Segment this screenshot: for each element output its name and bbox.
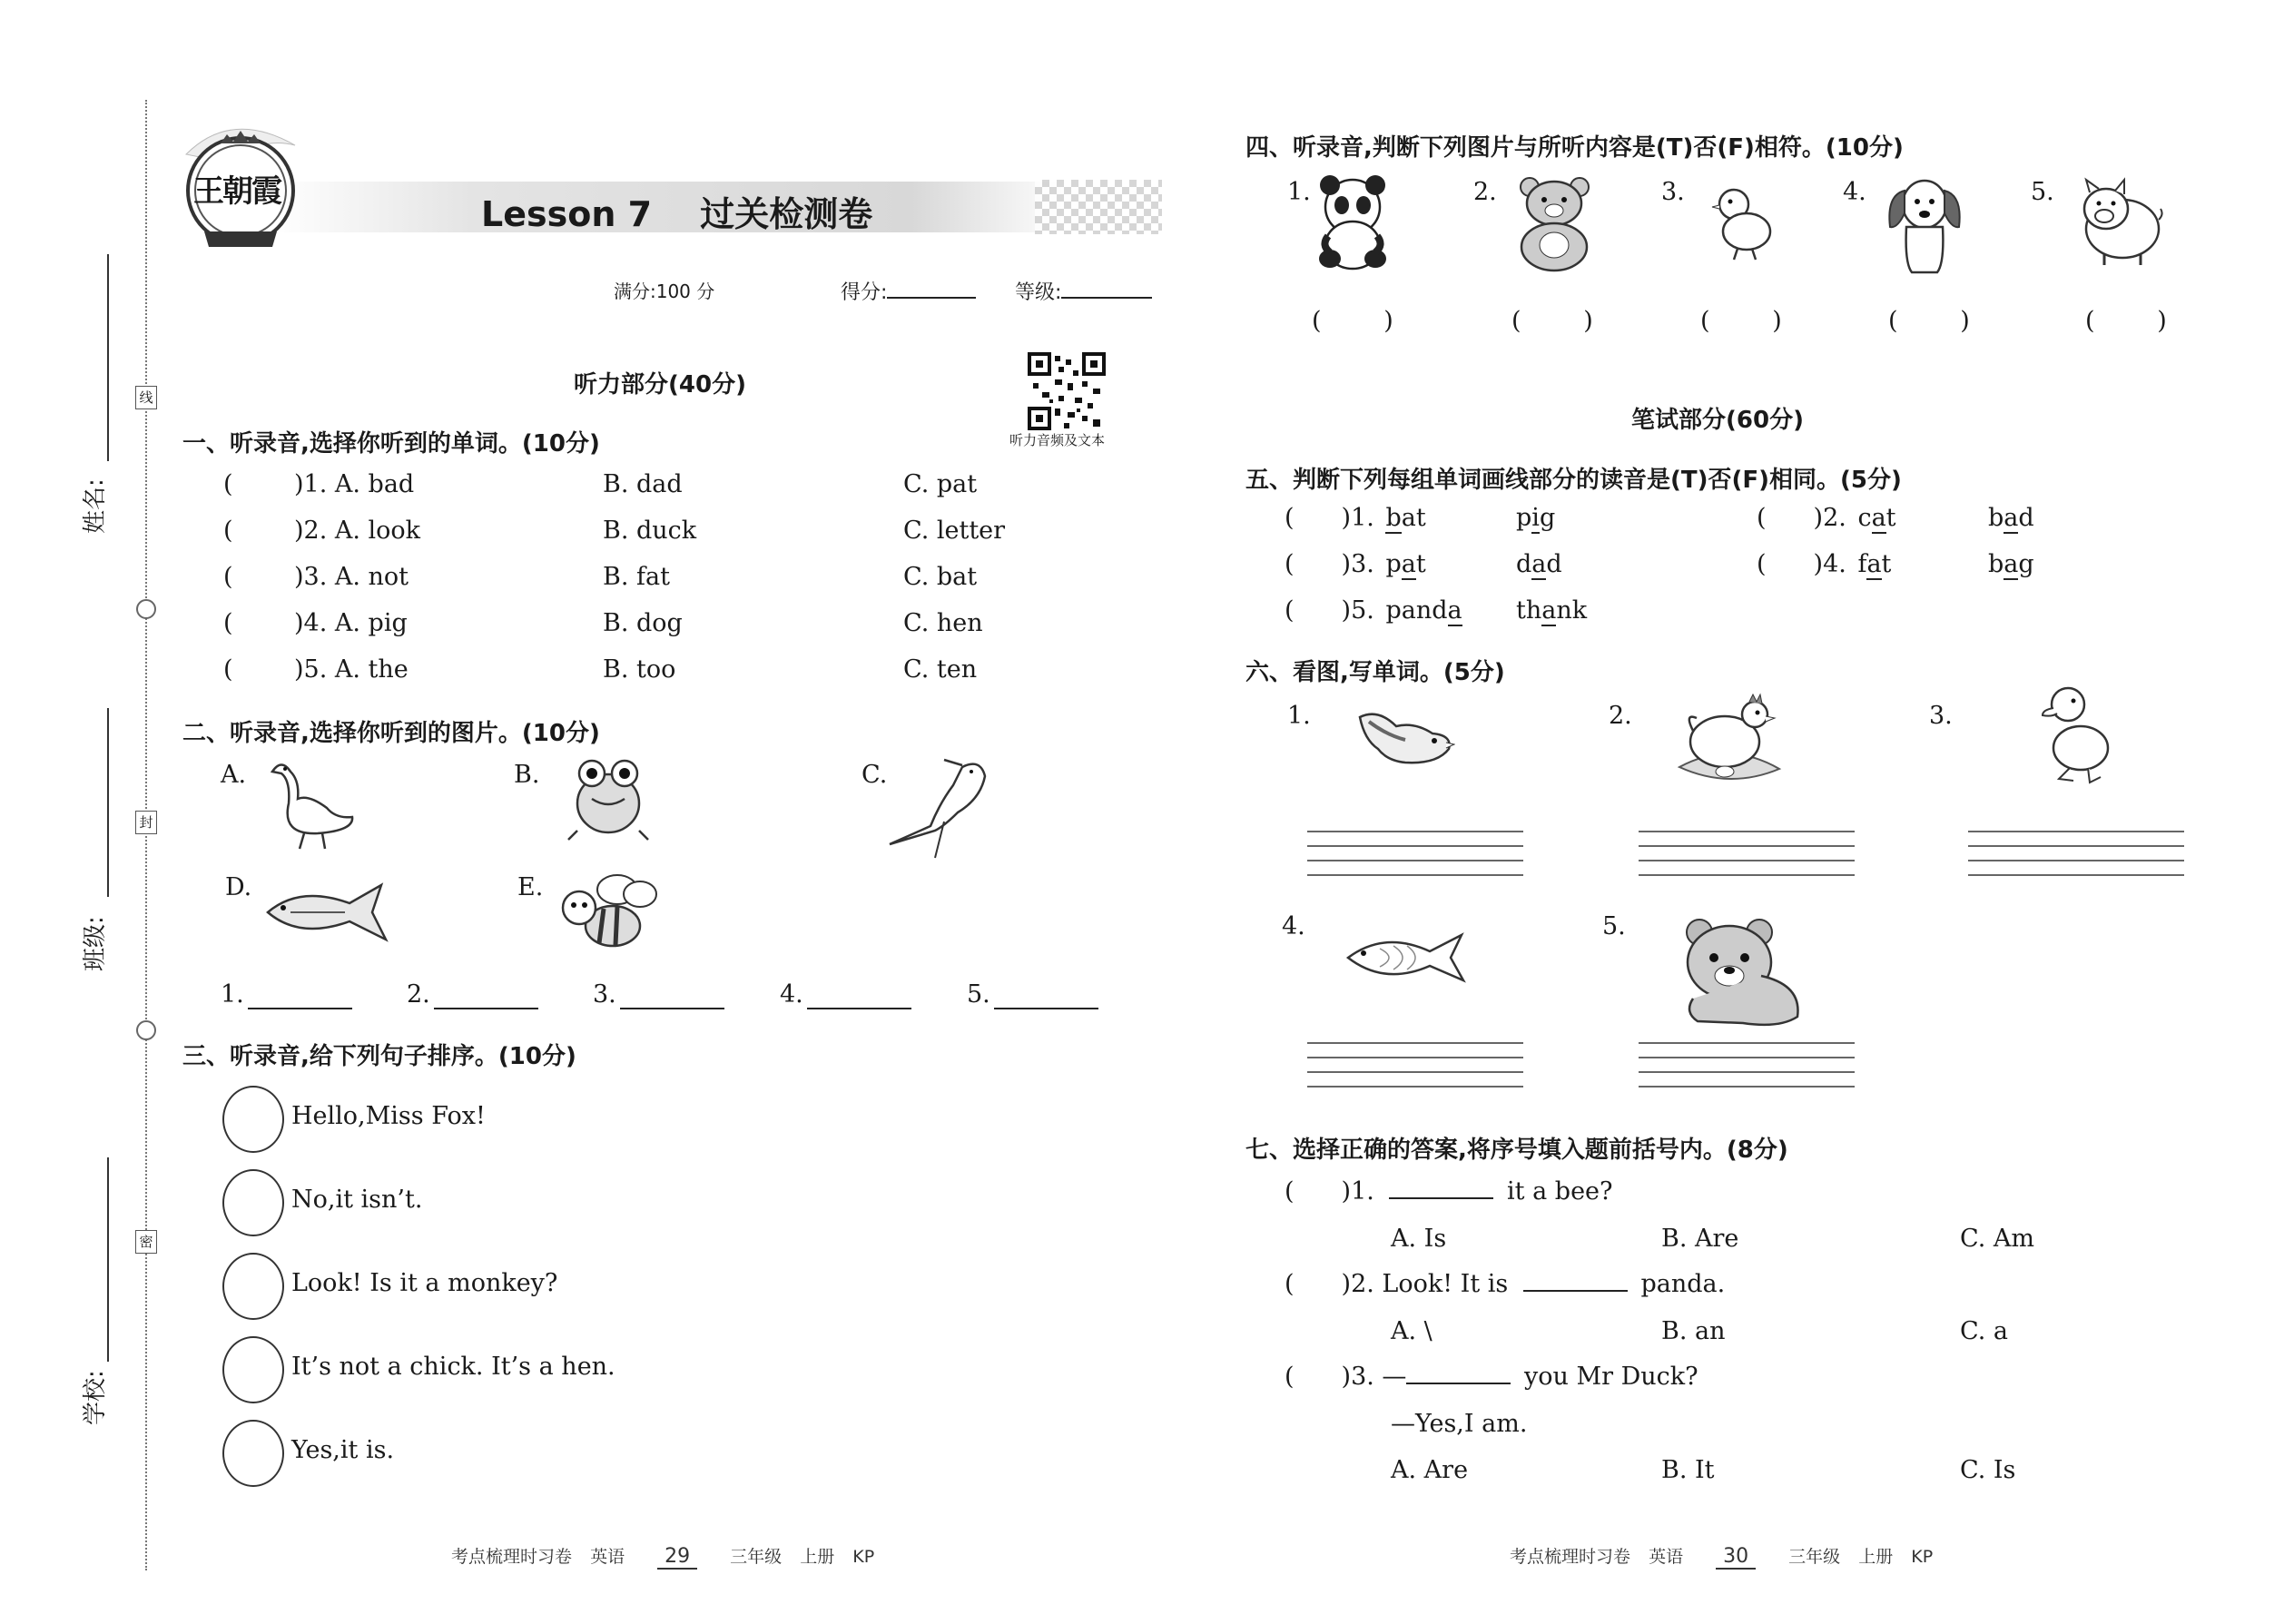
binding-dot-2 <box>136 1020 156 1040</box>
option-b: B. fat <box>603 563 670 591</box>
p5-word2: pig <box>1516 504 1556 532</box>
option-b: B. dog <box>603 609 683 637</box>
footer-right <box>1510 1543 1964 1580</box>
qr-caption: 听力音频及文本 <box>1009 432 1106 448</box>
fish-small-icon <box>1344 926 1471 989</box>
q2-blank[interactable] <box>1523 1286 1628 1292</box>
p4-num-4: 4. <box>1843 178 1866 206</box>
order-oval[interactable] <box>222 1169 284 1236</box>
sentence-text: Look! Is it a monkey? <box>291 1269 558 1297</box>
q2-label: )2. Look! It is <box>1341 1270 1509 1298</box>
q3-reply: —Yes,I am. <box>1391 1410 1528 1438</box>
lesson-title <box>481 186 872 236</box>
part1-item <box>223 470 1040 517</box>
p4-paren-4[interactable]: ( ) <box>1888 307 1970 335</box>
q2-option-a: A. \ <box>1391 1317 1433 1345</box>
option-a: )5. A. the <box>294 655 409 684</box>
option-a: )3. A. not <box>294 563 409 591</box>
footer-ed: KP <box>852 1547 875 1567</box>
option-c: C. bat <box>903 563 978 591</box>
sentence-item <box>222 1336 949 1420</box>
p5-label: )1. <box>1341 504 1374 532</box>
p5-word1: bat <box>1385 504 1426 532</box>
dog-icon <box>1879 172 1970 277</box>
frog-icon <box>565 753 652 844</box>
p5-label: )4. <box>1813 550 1846 578</box>
option-a: )4. A. pig <box>294 609 408 637</box>
chick-icon <box>1707 182 1779 263</box>
paren-open[interactable]: ( <box>1285 1177 1295 1206</box>
footer-ed: KP <box>1911 1547 1934 1567</box>
duck-icon <box>2033 679 2115 788</box>
write-lines-3[interactable] <box>1968 831 2184 889</box>
paren-open[interactable]: ( <box>1285 1270 1295 1298</box>
p4-paren-3[interactable]: ( ) <box>1700 307 1782 335</box>
part1-item <box>223 609 1040 655</box>
answer-paren[interactable]: ( <box>223 609 233 637</box>
blank-num: 1. <box>221 980 244 1009</box>
q2-option-c: C. a <box>1960 1317 2008 1345</box>
q1-blank[interactable] <box>1389 1194 1493 1199</box>
part6-title: 六、看图,写单词。(5分) <box>1245 659 1505 686</box>
p5-item-4 <box>1757 550 2034 578</box>
answer-blank[interactable] <box>994 1004 1098 1009</box>
part7-title: 七、选择正确的答案,将序号填入题前括号内。(8分) <box>1245 1137 1788 1164</box>
header-checker <box>1035 180 1162 234</box>
q3 <box>1285 1363 2056 1499</box>
p5-item-3 <box>1285 550 1562 578</box>
p5-word1: pat <box>1385 550 1426 578</box>
class-underline <box>107 708 109 897</box>
answer-blank[interactable] <box>620 1004 724 1009</box>
q1-option-b: B. Are <box>1661 1225 1739 1253</box>
sentence-text: It’s not a chick. It’s a hen. <box>291 1353 615 1381</box>
q3-label: )3. — <box>1341 1363 1407 1391</box>
part2-blanks <box>221 980 1110 1013</box>
school-underline <box>107 1157 109 1362</box>
q1-option-a: A. Is <box>1391 1225 1447 1253</box>
score-label: 得分: <box>841 281 888 304</box>
score-field <box>841 277 976 305</box>
q1-label: )1. <box>1341 1177 1374 1206</box>
bear-icon <box>1511 172 1598 272</box>
q3-option-b: B. It <box>1661 1456 1715 1484</box>
part1-list <box>223 470 1040 702</box>
seal-mark-1: 线 <box>135 386 157 409</box>
paren-open[interactable]: ( <box>1285 596 1295 625</box>
order-oval[interactable] <box>222 1086 284 1153</box>
p6-num-2: 2. <box>1609 702 1632 730</box>
pic-label-e: E. <box>517 873 544 901</box>
blank-num: 2. <box>407 980 430 1009</box>
option-c: C. pat <box>903 470 978 498</box>
q2-after: panda. <box>1640 1270 1726 1298</box>
part3-list <box>222 1086 949 1503</box>
pic-label-a: A. <box>221 761 247 789</box>
p6-num-1: 1. <box>1287 702 1311 730</box>
footer-grade: 三年级 <box>730 1547 783 1567</box>
brand-name: 王朝霞 <box>193 173 281 210</box>
answer-blank[interactable] <box>434 1004 538 1009</box>
p5-word2: dad <box>1516 550 1562 578</box>
part1-item <box>223 563 1040 609</box>
goose-icon <box>263 753 363 853</box>
paren-open[interactable]: ( <box>1285 550 1295 578</box>
p5-word2: bad <box>1988 504 2034 532</box>
hen-icon <box>1675 685 1784 790</box>
part5-title: 五、判断下列每组单词画线部分的读音是(T)否(F)相同。(5分) <box>1245 467 1902 494</box>
binding-line <box>145 100 147 1570</box>
bird-icon <box>881 749 1003 862</box>
p4-paren-1[interactable]: ( ) <box>1312 307 1393 335</box>
order-oval[interactable] <box>222 1336 284 1403</box>
q3-blank[interactable] <box>1406 1379 1511 1384</box>
paren-open[interactable]: ( <box>1285 1363 1295 1391</box>
footer-vol: 上册 <box>1858 1547 1894 1567</box>
q3-after: you Mr Duck? <box>1524 1363 1698 1391</box>
page-number: 30 <box>1716 1545 1756 1570</box>
lesson-subtitle: 过关检测卷 <box>700 194 873 234</box>
p6-num-5: 5. <box>1602 912 1626 940</box>
part2-title: 二、听录音,选择你听到的图片。(10分) <box>182 720 600 747</box>
footer-vol: 上册 <box>800 1547 835 1567</box>
binding-dot-1 <box>136 599 156 619</box>
sentence-item <box>222 1086 949 1169</box>
p4-num-5: 5. <box>2031 178 2054 206</box>
qr-code-icon <box>1028 352 1106 430</box>
option-c: C. letter <box>903 517 1006 545</box>
footer-subject: 英语 <box>1649 1547 1684 1567</box>
p4-num-1: 1. <box>1287 178 1311 206</box>
pic-label-c: C. <box>861 761 888 789</box>
bear-cub-icon <box>1670 912 1807 1030</box>
write-lines-5[interactable] <box>1639 1042 1855 1100</box>
p5-label: )5. <box>1341 596 1374 625</box>
q3-stem <box>1285 1363 1698 1391</box>
footer-book: 考点梳理时习卷 <box>1510 1547 1631 1567</box>
q2 <box>1285 1270 2056 1361</box>
bee-icon <box>554 867 663 958</box>
answer-blank[interactable] <box>248 1004 352 1009</box>
option-b: B. duck <box>603 517 697 545</box>
part1-title: 一、听录音,选择你听到的单词。(10分) <box>182 430 600 458</box>
answer-paren[interactable]: ( <box>223 470 233 498</box>
p5-word1: fat <box>1857 550 1892 578</box>
class-label: 班级: <box>82 916 109 971</box>
pic-label-b: B. <box>514 761 540 789</box>
grade-blank[interactable] <box>1061 293 1152 299</box>
p4-num-3: 3. <box>1661 178 1685 206</box>
p4-num-2: 2. <box>1473 178 1497 206</box>
name-label: 姓名: <box>82 478 109 534</box>
q2-option-b: B. an <box>1661 1317 1726 1345</box>
pig-icon <box>2070 174 2165 270</box>
answer-paren[interactable]: ( <box>223 655 233 684</box>
q1 <box>1285 1177 2056 1268</box>
q3-option-c: C. Is <box>1960 1456 2016 1484</box>
p5-item-5 <box>1285 596 1588 625</box>
sparrow-icon <box>1351 699 1455 781</box>
sentence-text: Yes,it is. <box>291 1436 395 1464</box>
sentence-item <box>222 1169 949 1253</box>
p4-paren-5[interactable]: ( ) <box>2085 307 2167 335</box>
p5-item-1 <box>1285 504 1556 532</box>
option-c: C. ten <box>903 655 978 684</box>
p5-word2: bag <box>1988 550 2034 578</box>
lesson-number: Lesson 7 <box>481 194 653 234</box>
pic-label-d: D. <box>225 873 252 901</box>
seal-mark-2: 封 <box>135 811 157 834</box>
p5-word1: panda <box>1385 596 1462 625</box>
part5-list <box>1285 504 2034 649</box>
footer-subject: 英语 <box>590 1547 625 1567</box>
paren-open[interactable]: ( <box>1757 504 1767 532</box>
p5-word1: cat <box>1857 504 1896 532</box>
write-lines-1[interactable] <box>1307 831 1523 889</box>
option-b: B. too <box>603 655 676 684</box>
p5-label: )2. <box>1813 504 1846 532</box>
page-number: 29 <box>657 1545 697 1570</box>
answer-blank[interactable] <box>807 1004 911 1009</box>
p6-num-4: 4. <box>1282 912 1305 940</box>
footer-book: 考点梳理时习卷 <box>451 1547 573 1567</box>
part3-title: 三、听录音,给下列句子排序。(10分) <box>182 1043 576 1070</box>
p5-item-2 <box>1757 504 2034 532</box>
listening-title: 听力部分(40分) <box>574 371 746 399</box>
order-oval[interactable] <box>222 1420 284 1487</box>
q1-after: it a bee? <box>1507 1177 1613 1206</box>
sentence-item <box>222 1253 949 1336</box>
p4-paren-2[interactable]: ( ) <box>1511 307 1593 335</box>
option-a: )2. A. look <box>294 517 421 545</box>
q3-option-a: A. Are <box>1391 1456 1469 1484</box>
answer-paren[interactable]: ( <box>223 563 233 591</box>
sentence-text: Hello,Miss Fox! <box>291 1102 486 1130</box>
school-label: 学校: <box>82 1370 109 1425</box>
blank-num: 4. <box>780 980 803 1009</box>
p5-label: )3. <box>1341 550 1374 578</box>
q2-stem <box>1285 1270 1725 1298</box>
paren-open[interactable]: ( <box>1285 504 1295 532</box>
option-a: )1. A. bad <box>294 470 415 498</box>
p5-word2: thank <box>1516 596 1588 625</box>
written-title: 笔试部分(60分) <box>1631 407 1804 434</box>
footer-left <box>451 1543 905 1580</box>
q1-option-c: C. Am <box>1960 1225 2034 1253</box>
write-lines-4[interactable] <box>1307 1042 1523 1100</box>
q1-stem <box>1285 1177 1613 1206</box>
score-blank[interactable] <box>887 293 976 299</box>
blank-num: 5. <box>967 980 990 1009</box>
seal-mark-3: 密 <box>135 1230 157 1254</box>
answer-paren[interactable]: ( <box>223 517 233 545</box>
full-score: 满分:100 分 <box>614 281 715 302</box>
option-c: C. hen <box>903 609 983 637</box>
name-underline <box>107 254 109 461</box>
part4-title: 四、听录音,判断下列图片与所听内容是(T)否(F)相符。(10分) <box>1245 134 1904 162</box>
sentence-text: No,it isn’t. <box>291 1186 423 1214</box>
blank-num: 3. <box>593 980 616 1009</box>
part1-item <box>223 655 1040 702</box>
panda-icon <box>1312 172 1393 274</box>
fish-icon <box>263 876 395 949</box>
footer-grade: 三年级 <box>1788 1547 1841 1567</box>
order-oval[interactable] <box>222 1253 284 1320</box>
option-b: B. dad <box>603 470 683 498</box>
write-lines-2[interactable] <box>1639 831 1855 889</box>
paren-open[interactable]: ( <box>1757 550 1767 578</box>
grade-label: 等级: <box>1015 281 1062 304</box>
sentence-item <box>222 1420 949 1503</box>
part1-item <box>223 517 1040 563</box>
grade-field <box>1015 277 1152 305</box>
p6-num-3: 3. <box>1929 702 1953 730</box>
